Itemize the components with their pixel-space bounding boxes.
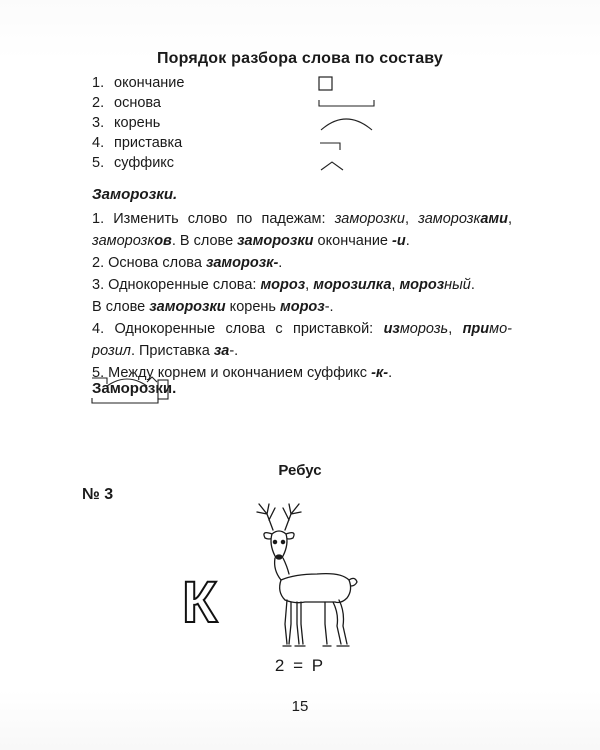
morpheme-marks bbox=[318, 76, 378, 176]
paragraph-stem: 2. Основа слова заморозк-. bbox=[92, 255, 283, 271]
page-title: Порядок разбора слова по составу bbox=[156, 50, 444, 67]
rebus-letter bbox=[178, 572, 238, 632]
example-heading: Заморозки. bbox=[92, 186, 178, 203]
task-number: № 3 bbox=[82, 486, 114, 503]
prefix-hook-icon bbox=[320, 143, 340, 150]
paragraph-prefix: 4. Однокоренные слова с приставкой: изморозь, примо- розил. Приставка за-. bbox=[92, 321, 512, 359]
ending-box-icon bbox=[319, 77, 332, 90]
suffix-caret-icon bbox=[321, 162, 343, 170]
paragraph-suffix: 5. Между корнем и окончанием суффикс -к-. bbox=[92, 365, 393, 381]
stem-bracket-icon bbox=[92, 398, 158, 403]
deer-icon bbox=[245, 500, 365, 650]
step-item-suffix: 5. суффикс bbox=[92, 155, 175, 171]
suffix-caret-icon bbox=[147, 377, 157, 382]
stem-bracket-icon bbox=[319, 100, 374, 106]
svg-text:К: К bbox=[182, 572, 218, 632]
paragraph-root: В слове заморозки корень мороз-. bbox=[92, 299, 334, 315]
step-item-prefix: 4. приставка bbox=[92, 135, 183, 151]
paragraph-cases: 1. Изменить слово по падежам: заморозки, заморозками, заморозков. В слове заморозки окончание -и. bbox=[92, 211, 513, 249]
rebus-equation: 2 = Р bbox=[274, 656, 326, 675]
root-arc-icon bbox=[107, 379, 147, 386]
ending-box-icon bbox=[158, 380, 168, 399]
parsed-word-marks bbox=[90, 374, 180, 406]
parsed-word: Заморозки. bbox=[92, 380, 177, 397]
step-item-stem: 2. основа bbox=[92, 95, 161, 111]
step-item-ending: 1. окончание bbox=[92, 75, 185, 91]
prefix-hook-icon bbox=[92, 378, 107, 384]
paragraph-cognates: 3. Однокоренные слова: мороз, морозилка, морозный. bbox=[92, 277, 475, 293]
page-number: 15 bbox=[291, 698, 309, 715]
root-arc-icon bbox=[321, 119, 372, 130]
step-item-root: 3. корень bbox=[92, 115, 161, 131]
rebus-heading: Ребус bbox=[278, 462, 322, 479]
